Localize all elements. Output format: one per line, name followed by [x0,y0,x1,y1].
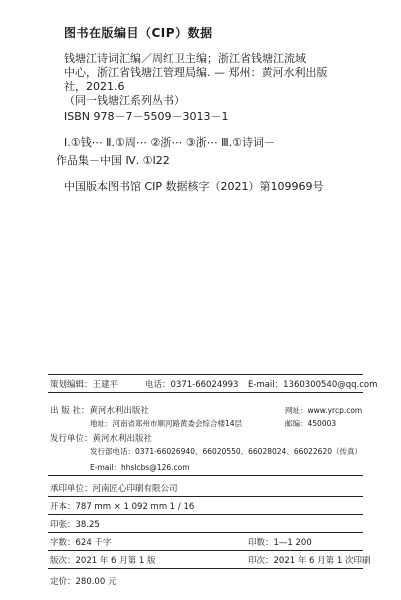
cip-classification-1: Ⅰ.①钱⋯ Ⅱ.①周⋯ ②浙⋯ ③浙⋯ Ⅲ.①诗词－ [64,136,276,149]
distributor-name: 发行单位：黄河水利出版社 [50,434,153,444]
price: 定价：280.00 元 [50,577,117,587]
publisher-address: 地址：河南省郑州市顺河路黄委会综合楼14层 [90,419,243,428]
printer: 承印单位：河南匠心印刷有限公司 [50,484,178,494]
cip-cataloging-number: 中国版本图书馆 CIP 数据核字（2021）第109969号 [64,180,324,193]
divider-sheets [48,532,363,533]
publisher-website: 网址：www.yrcp.com [285,406,363,415]
cip-line-1: 钱塘江诗词汇编／周红卫主编；浙江省钱塘江流域 [64,52,306,65]
publisher-postcode: 邮编：450003 [285,419,337,428]
printed-sheets: 印张：38.25 [50,520,100,530]
editor-email: E-mail：1360300540@qq.com [248,380,378,390]
editor-phone: 电话：0371-66024993 [145,380,239,390]
word-count: 字数：624 千字 [50,538,112,548]
cip-line-2: 中心，浙江省钱塘江管理局编. — 郑州：黄河水利出版 [64,66,328,79]
divider-printer [48,496,363,497]
cip-line-3: 社，2021.6 [64,80,125,93]
impression: 印次：2021 年 6 月第 1 次印刷 [248,556,371,566]
print-run: 印数：1—1 200 [248,538,312,548]
divider-format [48,514,363,515]
divider-editor [48,392,363,393]
distribution-phone: 发行部电话：0371-66026940、66020550、66028024、66022620（传真） [90,447,362,456]
publisher-name: 出 版 社：黄河水利出版社 [50,406,149,416]
edition: 版次：2021 年 6 月第 1 版 [50,556,156,566]
cip-classification-2: 作品集－中国 Ⅳ. ①I22 [56,154,170,167]
cip-series: （同一钱塘江系列丛书） [64,94,185,107]
divider-words [48,550,363,551]
book-format: 开本：787 mm × 1 092 mm 1 / 16 [50,502,195,512]
divider-top [48,374,363,375]
divider-edition [48,568,363,569]
distribution-email: E-mail：hhslcbs@126.com [90,463,190,472]
cip-isbn: ISBN 978－7－5509－3013－1 [64,110,229,123]
cip-title: 图书在版编目（CIP）数据 [64,26,213,40]
planning-editor: 策划编辑：王建平 [50,380,119,390]
divider-distribution [48,475,363,476]
